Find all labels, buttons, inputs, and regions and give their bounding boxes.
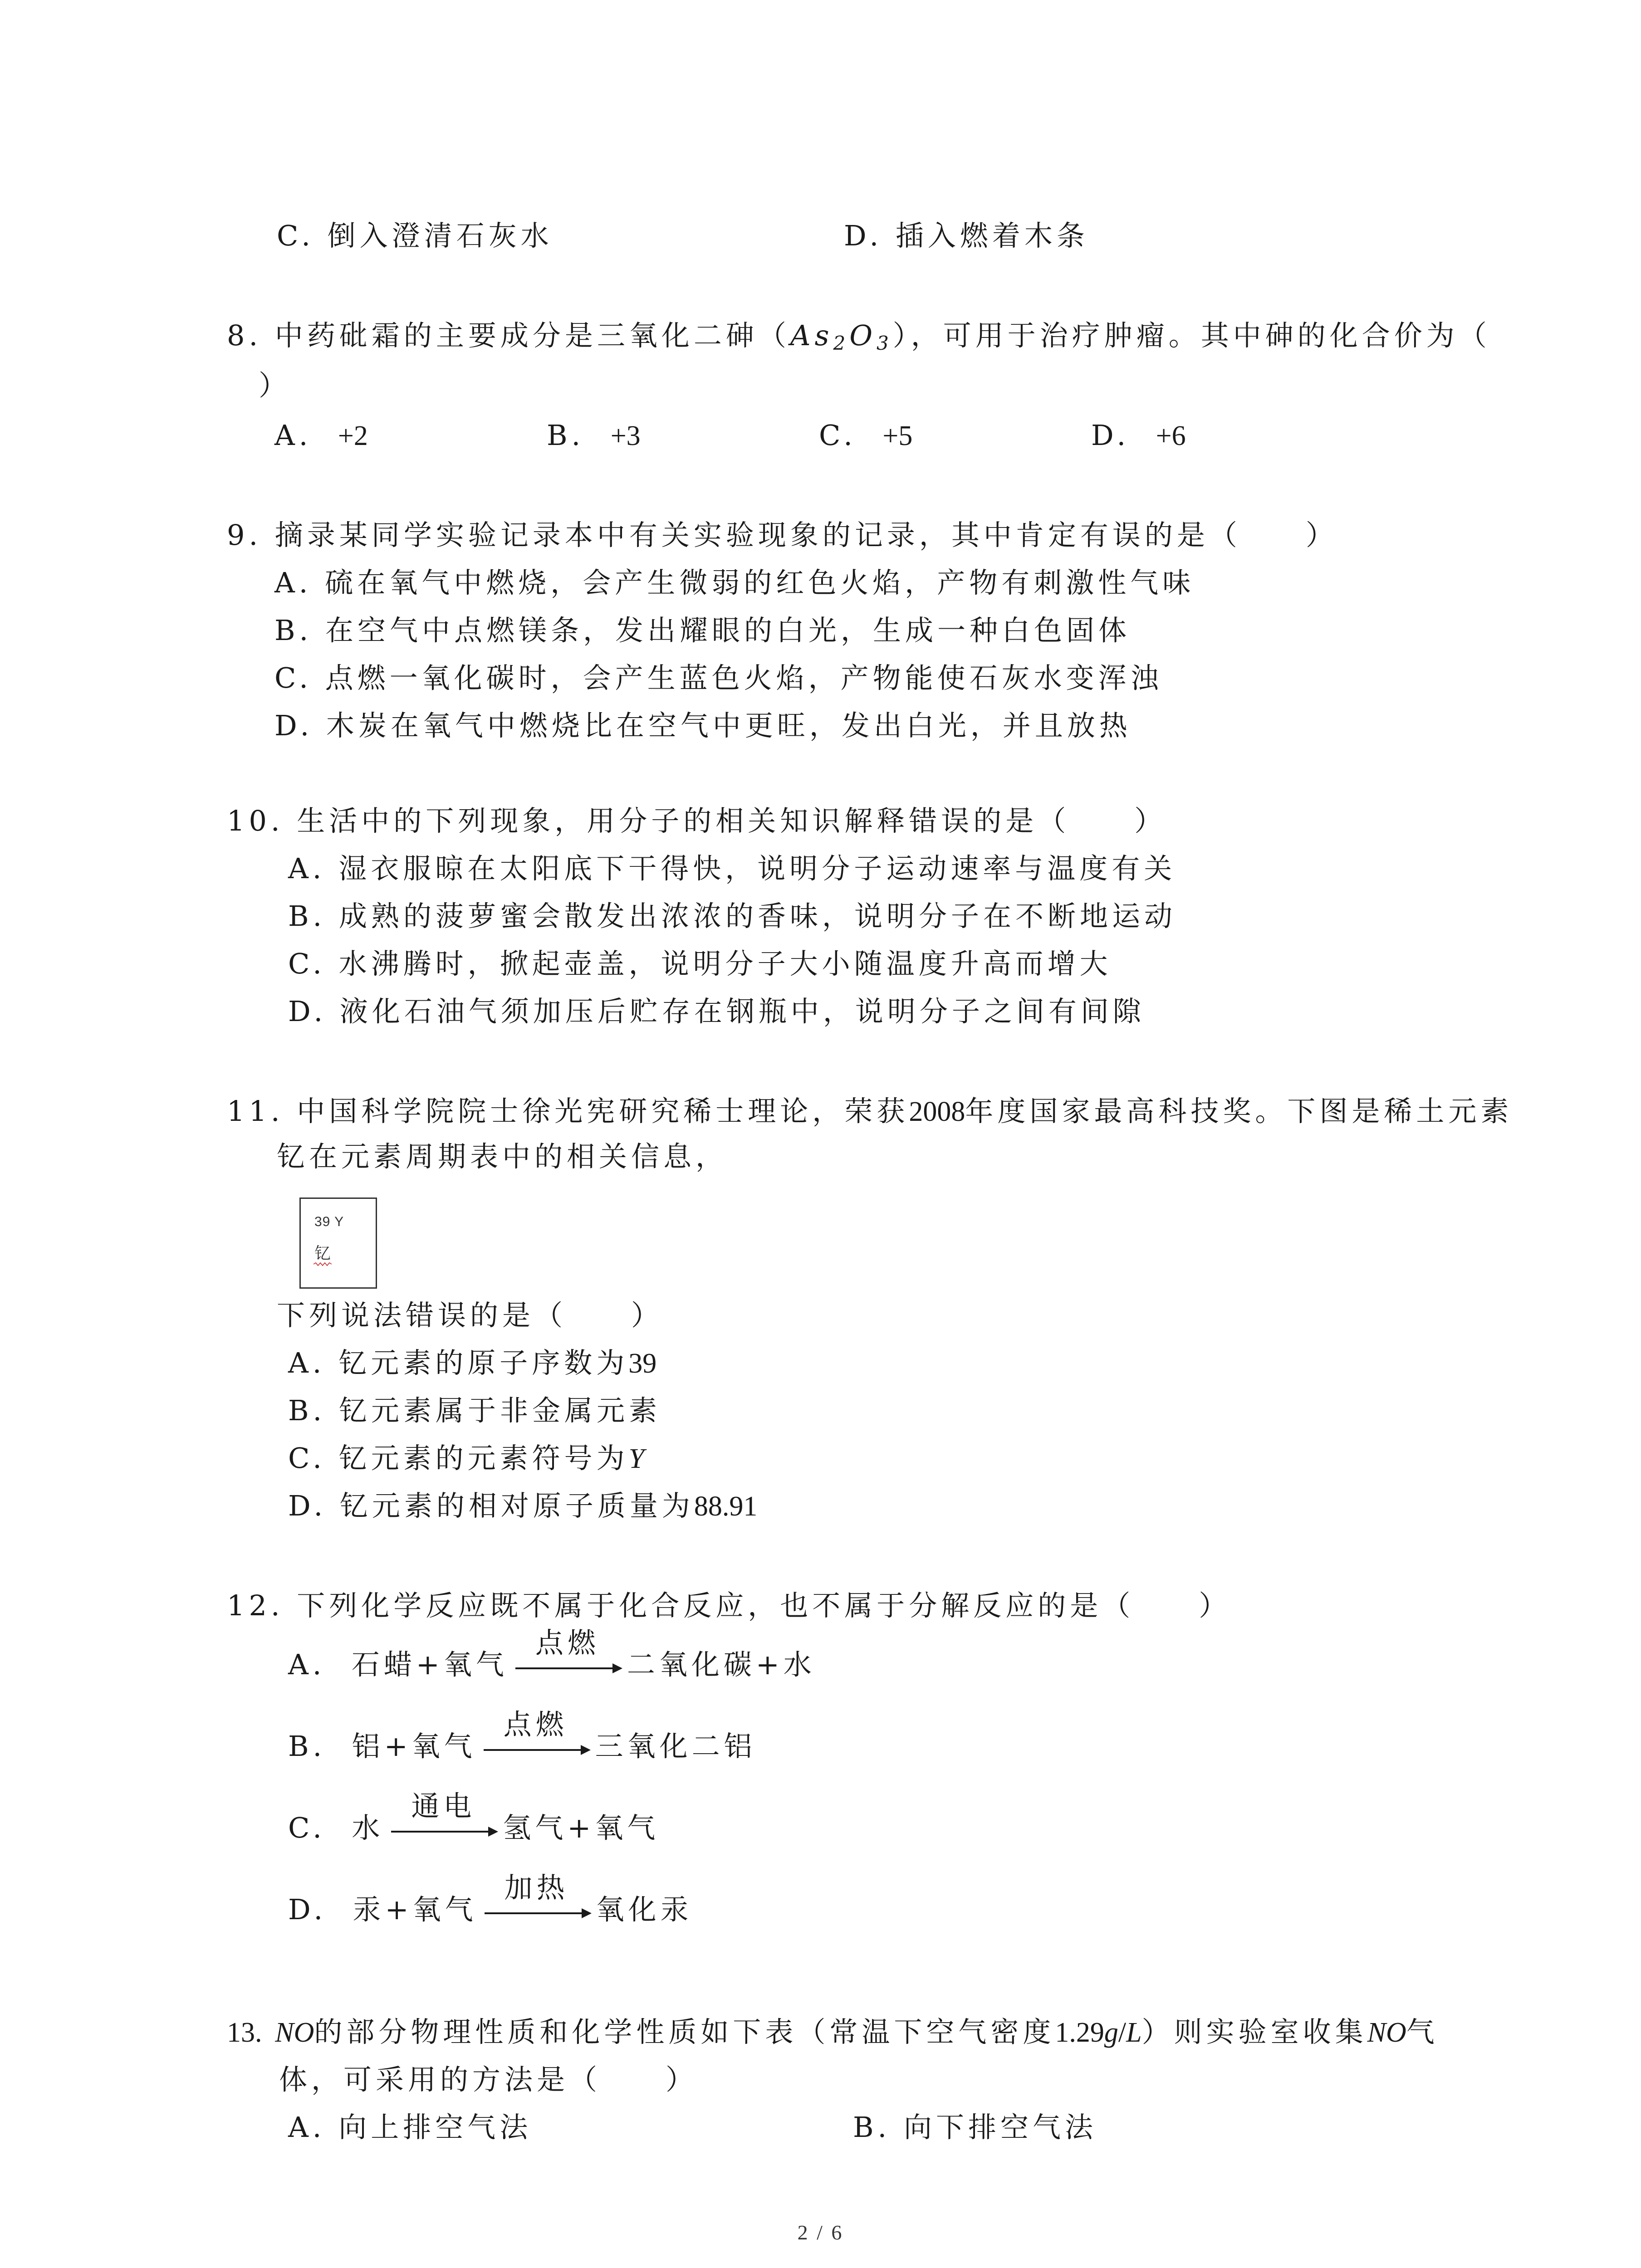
q12-option-c: C. 水 通电 氢气+氧气 — [288, 1810, 659, 1846]
q9-stem: 9. 摘录某同学实验记录本中有关实验现象的记录，其中肯定有误的是（ ） — [227, 518, 1338, 552]
q8-option-c: C. +5 — [819, 419, 913, 452]
q11-option-d: D. 钇元素的相对原子质量为88.91 — [288, 1489, 758, 1522]
q12-stem: 12. 下列化学反应既不属于化合反应，也不属于分解反应的是（ ） — [227, 1589, 1231, 1622]
q11-prompt: 下列说法错误的是（ ） — [277, 1299, 664, 1332]
reaction-arrow: 点燃 — [479, 1728, 593, 1765]
element-name: 钇 — [314, 1244, 331, 1263]
q12-option-b: B. 铝+氧气 点燃 三氧化二铝 — [288, 1728, 756, 1765]
q11-stem-line2: 钇在元素周期表中的相关信息， — [277, 1140, 728, 1173]
page-number: 2 / 6 — [797, 2221, 844, 2244]
q8-option-a: A. +2 — [274, 419, 368, 452]
q9-option-b: B. 在空气中点燃镁条，发出耀眼的白光，生成一种白色固体 — [274, 614, 1131, 647]
q8-option-b: B. +3 — [547, 419, 641, 452]
element-card — [299, 1198, 377, 1289]
reaction-arrow: 加热 — [480, 1892, 593, 1928]
q8-formula: $As_2O_3$ — [790, 319, 893, 354]
q10-option-c: C. 水沸腾时，掀起壶盖，说明分子大小随温度升高而增大 — [288, 947, 1112, 980]
q9-option-c: C. 点燃一氧化碳时，会产生蓝色火焰，产物能使石灰水变浑浊 — [274, 661, 1163, 694]
q13-stem: 13. NO的部分物理性质和化学性质如下表（常温下空气密度1.29g/L）则实验室收集NO气 — [227, 2015, 1439, 2048]
q10-option-b: B. 成熟的菠萝蜜会散发出浓浓的香味，说明分子在不断地运动 — [288, 899, 1176, 933]
q13-option-b: B. 向下排空气法 — [853, 2111, 1097, 2144]
reaction-arrow: 通电 — [387, 1810, 500, 1846]
q13-stem-line2: 体，可采用的方法是（ ） — [279, 2063, 698, 2096]
q8-stem-line2: ） — [259, 369, 291, 402]
q8-stem-end: ），可用于治疗肿瘤。其中砷的化合价为（ — [892, 319, 1491, 352]
q8-option-d: D. +6 — [1091, 419, 1186, 452]
q13-option-a: A. 向上排空气法 — [288, 2111, 532, 2144]
q7-option-c: C. 倒入澄清石灰水 — [277, 219, 553, 252]
q9-option-a: A. 硫在氧气中燃烧，会产生微弱的红色火焰，产物有刺激性气味 — [274, 566, 1195, 599]
q12-option-d: D. 汞+氧气 加热 氧化汞 — [288, 1892, 693, 1928]
spellcheck-underline-icon — [314, 1262, 332, 1266]
q10-stem: 10. 生活中的下列现象，用分子的相关知识解释错误的是（ ） — [227, 804, 1167, 837]
q8-stem — [227, 318, 1491, 354]
q8-stem-start: 8. 中药砒霜的主要成分是三氧化二砷（ — [227, 319, 790, 352]
element-number-symbol: 39 Y — [314, 1214, 344, 1229]
q7-option-d: D. 插入燃着木条 — [844, 219, 1089, 252]
q9-option-d: D. 木炭在氧气中燃烧比在空气中更旺，发出白光，并且放热 — [274, 709, 1132, 742]
q10-option-a: A. 湿衣服晾在太阳底下干得快，说明分子运动速率与温度有关 — [288, 852, 1176, 885]
q11-option-b: B. 钇元素属于非金属元素 — [288, 1394, 661, 1427]
q11-option-c: C. 钇元素的元素符号为Y — [288, 1442, 645, 1475]
q11-option-a: A. 钇元素的原子序数为39 — [288, 1346, 657, 1379]
reaction-arrow: 点燃 — [511, 1647, 624, 1683]
q12-option-a: A. 石蜡+氧气 点燃 二氧化碳+水 — [288, 1647, 816, 1683]
q11-stem-line1: 11. 中国科学院院士徐光宪研究稀士理论，荣获2008年度国家最高科技奖。下图是稀土元素 — [227, 1095, 1513, 1128]
q10-option-d: D. 液化石油气须加压后贮存在钢瓶中，说明分子之间有间隙 — [288, 995, 1145, 1028]
